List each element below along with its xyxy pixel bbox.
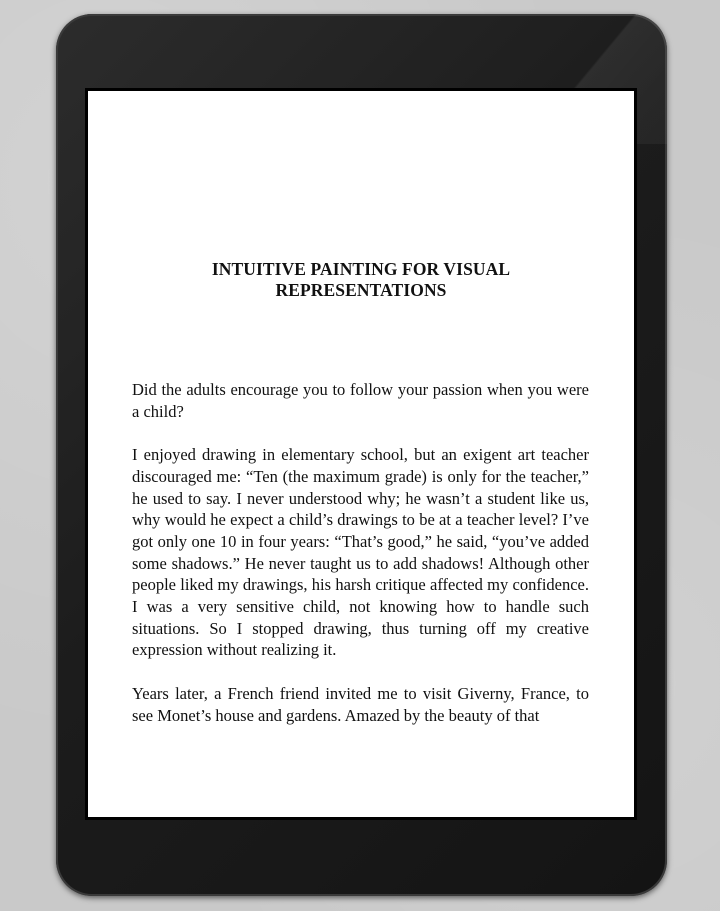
chapter-title-line-1: INTUITIVE PAINTING FOR VISUAL (211, 259, 511, 279)
chapter-title (88, 259, 634, 301)
chapter-title-line-2: REPRESENTATIONS (275, 280, 447, 300)
body-text (132, 379, 589, 748)
paragraph-story: I enjoyed drawing in elementary school, but an exigent art teacher discouraged me: “Ten (the maximum grade) is only for the teacher,” he used to say. I never understood why; he wasn’t a student like us, why would he expect a child’s drawings to be at a teacher level? I’ve got only one 10 in four years: “That’s good,” he said, “you’ve added some shadows.” He never taught us to add shadows! Although other people liked my drawings, his harsh critique affected my confidence. I was a very sensitive child, not knowing how to handle such situations. So I stopped drawing, thus turning off my creative expression without realizing it. (132, 445, 589, 660)
ereader-screen[interactable] (85, 88, 637, 820)
book-page[interactable] (88, 91, 634, 817)
paragraph-giverny: Years later, a French friend invited me to visit Giverny, France, to see Monet’s house and gardens. Amazed by the beauty of that (132, 683, 589, 725)
tablet-device (56, 14, 667, 896)
paragraph-question: Did the adults encourage you to follow your passion when you were a child? (132, 380, 589, 421)
